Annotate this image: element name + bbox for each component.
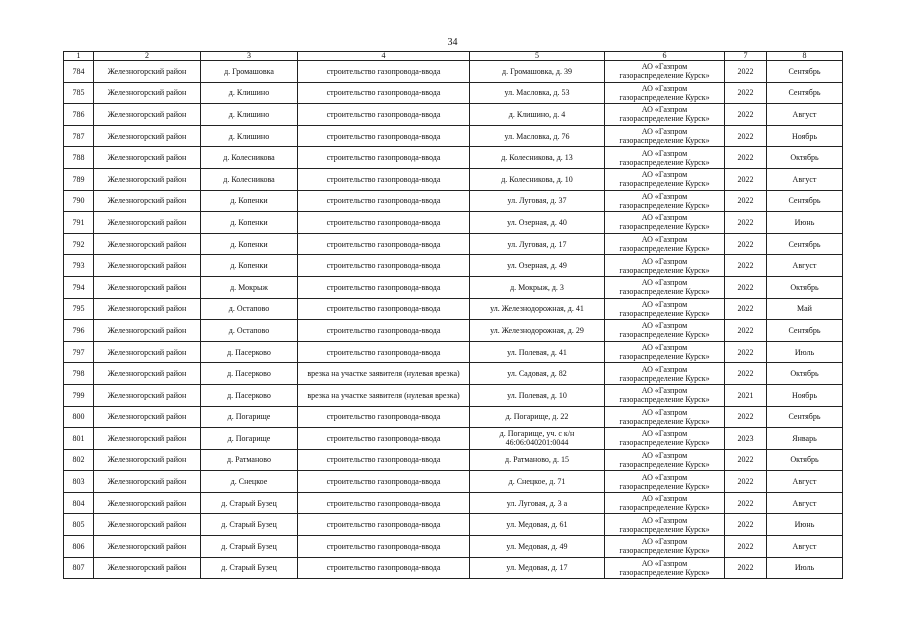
year-cell: 2022 bbox=[725, 168, 767, 190]
year-cell: 2022 bbox=[725, 320, 767, 342]
month-cell: Сентябрь bbox=[767, 61, 843, 83]
address-cell: ул. Медовая, д. 49 bbox=[470, 536, 605, 558]
organization-line: газораспределение Курск» bbox=[619, 179, 710, 189]
row-number-cell: 789 bbox=[64, 168, 94, 190]
settlement-cell: д. Остапово bbox=[201, 320, 298, 342]
work-type-cell: строительство газопровода-ввода bbox=[298, 514, 470, 536]
year-cell: 2022 bbox=[725, 61, 767, 83]
month-cell: Сентябрь bbox=[767, 190, 843, 212]
table-row bbox=[64, 255, 843, 277]
organization-line: газораспределение Курск» bbox=[619, 92, 710, 102]
settlement-cell: д. Ратманово bbox=[201, 449, 298, 471]
column-header: 4 bbox=[298, 52, 470, 61]
table-row bbox=[64, 233, 843, 255]
settlement-cell: д. Копенки bbox=[201, 190, 298, 212]
organization-cell bbox=[605, 104, 725, 126]
address-cell: ул. Луговая, д. 37 bbox=[470, 190, 605, 212]
organization-cell bbox=[605, 233, 725, 255]
table-row bbox=[64, 449, 843, 471]
district-cell: Железногорский район bbox=[94, 125, 201, 147]
work-type-cell: строительство газопровода-ввода bbox=[298, 168, 470, 190]
organization-line: газораспределение Курск» bbox=[619, 524, 710, 534]
organization-cell bbox=[605, 255, 725, 277]
district-cell: Железногорский район bbox=[94, 212, 201, 234]
row-number-cell: 803 bbox=[64, 471, 94, 493]
year-cell: 2022 bbox=[725, 298, 767, 320]
column-header: 7 bbox=[725, 52, 767, 61]
district-cell: Железногорский район bbox=[94, 536, 201, 558]
month-cell: Октябрь bbox=[767, 276, 843, 298]
row-number-cell: 787 bbox=[64, 125, 94, 147]
month-cell: Август bbox=[767, 255, 843, 277]
address-cell: ул. Озерная, д. 49 bbox=[470, 255, 605, 277]
organization-cell bbox=[605, 492, 725, 514]
district-cell: Железногорский район bbox=[94, 492, 201, 514]
address-cell: ул. Луговая, д. 17 bbox=[470, 233, 605, 255]
organization-line: АО «Газпром bbox=[641, 235, 688, 245]
page-number: 34 bbox=[447, 37, 458, 48]
column-header: 5 bbox=[470, 52, 605, 61]
table-row bbox=[64, 384, 843, 406]
address-cell: ул. Луговая, д. 3 а bbox=[470, 492, 605, 514]
row-number-cell: 798 bbox=[64, 363, 94, 385]
work-type-cell: строительство газопровода-ввода bbox=[298, 492, 470, 514]
settlement-cell: д. Копенки bbox=[201, 255, 298, 277]
work-type-cell: строительство газопровода-ввода bbox=[298, 104, 470, 126]
work-type-cell: врезка на участке заявителя (нулевая врезка) bbox=[298, 363, 470, 385]
organization-cell bbox=[605, 320, 725, 342]
organization-line: газораспределение Курск» bbox=[619, 265, 710, 275]
month-cell: Август bbox=[767, 471, 843, 493]
settlement-cell: д. Старый Бузец bbox=[201, 557, 298, 579]
organization-line: газораспределение Курск» bbox=[619, 136, 710, 146]
month-cell: Январь bbox=[767, 428, 843, 450]
month-cell: Ноябрь bbox=[767, 384, 843, 406]
table-body bbox=[64, 61, 843, 579]
work-type-cell: строительство газопровода-ввода bbox=[298, 125, 470, 147]
row-number-cell: 793 bbox=[64, 255, 94, 277]
district-cell: Железногорский район bbox=[94, 514, 201, 536]
organization-line: газораспределение Курск» bbox=[619, 71, 710, 81]
settlement-cell: д. Клишино bbox=[201, 82, 298, 104]
address-cell: д. Погарище, д. 22 bbox=[470, 406, 605, 428]
work-type-cell: строительство газопровода-ввода bbox=[298, 61, 470, 83]
work-type-cell: строительство газопровода-ввода bbox=[298, 147, 470, 169]
gasification-table bbox=[63, 51, 843, 579]
year-cell: 2022 bbox=[725, 82, 767, 104]
table-row bbox=[64, 557, 843, 579]
column-header: 2 bbox=[94, 52, 201, 61]
address-cell: ул. Медовая, д. 17 bbox=[470, 557, 605, 579]
table-row bbox=[64, 212, 843, 234]
month-cell: Октябрь bbox=[767, 449, 843, 471]
organization-line: АО «Газпром bbox=[641, 148, 688, 158]
year-cell: 2022 bbox=[725, 233, 767, 255]
row-number-cell: 804 bbox=[64, 492, 94, 514]
month-cell: Июнь bbox=[767, 514, 843, 536]
row-number-cell: 797 bbox=[64, 341, 94, 363]
organization-line: АО «Газпром bbox=[641, 494, 688, 504]
month-cell: Июль bbox=[767, 341, 843, 363]
table-row bbox=[64, 276, 843, 298]
organization-cell bbox=[605, 428, 725, 450]
organization-line: АО «Газпром bbox=[641, 537, 688, 547]
work-type-cell: врезка на участке заявителя (нулевая врезка) bbox=[298, 384, 470, 406]
district-cell: Железногорский район bbox=[94, 255, 201, 277]
organization-line: АО «Газпром bbox=[641, 386, 688, 396]
row-number-cell: 805 bbox=[64, 514, 94, 536]
work-type-cell: строительство газопровода-ввода bbox=[298, 557, 470, 579]
settlement-cell: д. Пасерково bbox=[201, 384, 298, 406]
month-cell: Июнь bbox=[767, 212, 843, 234]
organization-line: АО «Газпром bbox=[641, 515, 688, 525]
district-cell: Железногорский район bbox=[94, 190, 201, 212]
month-cell: Август bbox=[767, 492, 843, 514]
address-cell: д. Колесникова, д. 10 bbox=[470, 168, 605, 190]
work-type-cell: строительство газопровода-ввода bbox=[298, 428, 470, 450]
district-cell: Железногорский район bbox=[94, 363, 201, 385]
table-row bbox=[64, 492, 843, 514]
district-cell: Железногорский район bbox=[94, 168, 201, 190]
address-cell: ул. Садовая, д. 82 bbox=[470, 363, 605, 385]
organization-line: АО «Газпром bbox=[641, 191, 688, 201]
organization-cell bbox=[605, 212, 725, 234]
year-cell: 2022 bbox=[725, 363, 767, 385]
district-cell: Железногорский район bbox=[94, 384, 201, 406]
organization-cell bbox=[605, 82, 725, 104]
organization-line: АО «Газпром bbox=[641, 558, 688, 568]
table-row bbox=[64, 82, 843, 104]
year-cell: 2022 bbox=[725, 536, 767, 558]
district-cell: Железногорский район bbox=[94, 233, 201, 255]
settlement-cell: д. Снецкое bbox=[201, 471, 298, 493]
settlement-cell: д. Клишино bbox=[201, 125, 298, 147]
address-cell: ул. Масловка, д. 76 bbox=[470, 125, 605, 147]
organization-cell bbox=[605, 449, 725, 471]
row-number-cell: 790 bbox=[64, 190, 94, 212]
organization-line: газораспределение Курск» bbox=[619, 373, 710, 383]
month-cell: Август bbox=[767, 168, 843, 190]
settlement-cell: д. Старый Бузец bbox=[201, 536, 298, 558]
header-row bbox=[64, 52, 843, 61]
organization-cell bbox=[605, 341, 725, 363]
year-cell: 2023 bbox=[725, 428, 767, 450]
district-cell: Железногорский район bbox=[94, 298, 201, 320]
month-cell: Август bbox=[767, 536, 843, 558]
row-number-cell: 806 bbox=[64, 536, 94, 558]
organization-line: АО «Газпром bbox=[641, 256, 688, 266]
month-cell: Октябрь bbox=[767, 147, 843, 169]
month-cell: Сентябрь bbox=[767, 82, 843, 104]
month-cell: Октябрь bbox=[767, 363, 843, 385]
district-cell: Железногорский район bbox=[94, 320, 201, 342]
organization-cell bbox=[605, 61, 725, 83]
organization-line: АО «Газпром bbox=[641, 278, 688, 288]
row-number-cell: 785 bbox=[64, 82, 94, 104]
table-row bbox=[64, 298, 843, 320]
table-row bbox=[64, 514, 843, 536]
settlement-cell: д. Погарище bbox=[201, 406, 298, 428]
row-number-cell: 800 bbox=[64, 406, 94, 428]
organization-line: газораспределение Курск» bbox=[619, 352, 710, 362]
settlement-cell: д. Колесникова bbox=[201, 147, 298, 169]
district-cell: Железногорский район bbox=[94, 557, 201, 579]
organization-cell bbox=[605, 363, 725, 385]
settlement-cell: д. Мокрыж bbox=[201, 276, 298, 298]
work-type-cell: строительство газопровода-ввода bbox=[298, 255, 470, 277]
address-cell: ул. Полевая, д. 10 bbox=[470, 384, 605, 406]
work-type-cell: строительство газопровода-ввода bbox=[298, 190, 470, 212]
organization-cell bbox=[605, 125, 725, 147]
year-cell: 2022 bbox=[725, 471, 767, 493]
row-number-cell: 784 bbox=[64, 61, 94, 83]
column-header: 3 bbox=[201, 52, 298, 61]
address-cell: д. Ратманово, д. 15 bbox=[470, 449, 605, 471]
year-cell: 2022 bbox=[725, 212, 767, 234]
table-row bbox=[64, 471, 843, 493]
organization-cell bbox=[605, 557, 725, 579]
row-number-cell: 796 bbox=[64, 320, 94, 342]
settlement-cell: д. Погарище bbox=[201, 428, 298, 450]
address-cell: ул. Полевая, д. 41 bbox=[470, 341, 605, 363]
table-row bbox=[64, 147, 843, 169]
organization-line: газораспределение Курск» bbox=[619, 438, 710, 448]
table-row bbox=[64, 341, 843, 363]
work-type-cell: строительство газопровода-ввода bbox=[298, 471, 470, 493]
year-cell: 2022 bbox=[725, 147, 767, 169]
table-row bbox=[64, 190, 843, 212]
year-cell: 2021 bbox=[725, 384, 767, 406]
year-cell: 2022 bbox=[725, 104, 767, 126]
district-cell: Железногорский район bbox=[94, 104, 201, 126]
organization-cell bbox=[605, 471, 725, 493]
work-type-cell: строительство газопровода-ввода bbox=[298, 212, 470, 234]
year-cell: 2022 bbox=[725, 276, 767, 298]
address-cell bbox=[470, 428, 605, 450]
address-cell: д. Колесникова, д. 13 bbox=[470, 147, 605, 169]
organization-line: АО «Газпром bbox=[641, 364, 688, 374]
settlement-cell: д. Старый Бузец bbox=[201, 514, 298, 536]
organization-cell bbox=[605, 384, 725, 406]
district-cell: Железногорский район bbox=[94, 341, 201, 363]
table-row bbox=[64, 406, 843, 428]
settlement-cell: д. Пасерково bbox=[201, 363, 298, 385]
work-type-cell: строительство газопровода-ввода bbox=[298, 320, 470, 342]
organization-line: газораспределение Курск» bbox=[619, 287, 710, 297]
district-cell: Железногорский район bbox=[94, 428, 201, 450]
organization-line: газораспределение Курск» bbox=[619, 395, 710, 405]
organization-line: газораспределение Курск» bbox=[619, 222, 710, 232]
address-cell: д. Мокрыж, д. 3 bbox=[470, 276, 605, 298]
organization-line: АО «Газпром bbox=[641, 105, 688, 115]
organization-line: АО «Газпром bbox=[641, 83, 688, 93]
organization-line: газораспределение Курск» bbox=[619, 503, 710, 513]
month-cell: Сентябрь bbox=[767, 406, 843, 428]
work-type-cell: строительство газопровода-ввода bbox=[298, 536, 470, 558]
year-cell: 2022 bbox=[725, 557, 767, 579]
column-header: 6 bbox=[605, 52, 725, 61]
year-cell: 2022 bbox=[725, 190, 767, 212]
organization-line: газораспределение Курск» bbox=[619, 330, 710, 340]
row-number-cell: 807 bbox=[64, 557, 94, 579]
organization-line: газораспределение Курск» bbox=[619, 459, 710, 469]
settlement-cell: д. Старый Бузец bbox=[201, 492, 298, 514]
organization-line: АО «Газпром bbox=[641, 407, 688, 417]
organization-line: газораспределение Курск» bbox=[619, 157, 710, 167]
month-cell: Ноябрь bbox=[767, 125, 843, 147]
settlement-cell: д. Громашовка bbox=[201, 61, 298, 83]
table-row bbox=[64, 168, 843, 190]
table-row bbox=[64, 61, 843, 83]
organization-cell bbox=[605, 276, 725, 298]
organization-line: АО «Газпром bbox=[641, 472, 688, 482]
work-type-cell: строительство газопровода-ввода bbox=[298, 406, 470, 428]
organization-line: АО «Газпром bbox=[641, 170, 688, 180]
row-number-cell: 795 bbox=[64, 298, 94, 320]
organization-cell bbox=[605, 190, 725, 212]
organization-line: АО «Газпром bbox=[641, 450, 688, 460]
year-cell: 2022 bbox=[725, 514, 767, 536]
row-number-cell: 802 bbox=[64, 449, 94, 471]
organization-line: газораспределение Курск» bbox=[619, 546, 710, 556]
address-cell: д. Громашовка, д. 39 bbox=[470, 61, 605, 83]
row-number-cell: 791 bbox=[64, 212, 94, 234]
year-cell: 2022 bbox=[725, 125, 767, 147]
organization-line: АО «Газпром bbox=[641, 429, 688, 439]
address-cell: ул. Медовая, д. 61 bbox=[470, 514, 605, 536]
organization-cell bbox=[605, 536, 725, 558]
column-header: 8 bbox=[767, 52, 843, 61]
work-type-cell: строительство газопровода-ввода bbox=[298, 233, 470, 255]
organization-cell bbox=[605, 147, 725, 169]
row-number-cell: 801 bbox=[64, 428, 94, 450]
address-cell: д. Клишино, д. 4 bbox=[470, 104, 605, 126]
work-type-cell: строительство газопровода-ввода bbox=[298, 298, 470, 320]
work-type-cell: строительство газопровода-ввода bbox=[298, 341, 470, 363]
organization-cell bbox=[605, 514, 725, 536]
organization-cell bbox=[605, 298, 725, 320]
organization-line: АО «Газпром bbox=[641, 213, 688, 223]
year-cell: 2022 bbox=[725, 406, 767, 428]
organization-line: АО «Газпром bbox=[641, 62, 688, 72]
settlement-cell: д. Колесникова bbox=[201, 168, 298, 190]
organization-line: АО «Газпром bbox=[641, 343, 688, 353]
row-number-cell: 799 bbox=[64, 384, 94, 406]
month-cell: Август bbox=[767, 104, 843, 126]
year-cell: 2022 bbox=[725, 449, 767, 471]
organization-line: газораспределение Курск» bbox=[619, 200, 710, 210]
month-cell: Июль bbox=[767, 557, 843, 579]
table-row bbox=[64, 125, 843, 147]
settlement-cell: д. Остапово bbox=[201, 298, 298, 320]
district-cell: Железногорский район bbox=[94, 61, 201, 83]
district-cell: Железногорский район bbox=[94, 471, 201, 493]
organization-line: АО «Газпром bbox=[641, 127, 688, 137]
district-cell: Железногорский район bbox=[94, 406, 201, 428]
settlement-cell: д. Копенки bbox=[201, 212, 298, 234]
organization-line: газораспределение Курск» bbox=[619, 308, 710, 318]
district-cell: Железногорский район bbox=[94, 276, 201, 298]
address-cell: ул. Озерная, д. 40 bbox=[470, 212, 605, 234]
row-number-cell: 786 bbox=[64, 104, 94, 126]
year-cell: 2022 bbox=[725, 255, 767, 277]
settlement-cell: д. Клишино bbox=[201, 104, 298, 126]
year-cell: 2022 bbox=[725, 341, 767, 363]
organization-line: газораспределение Курск» bbox=[619, 481, 710, 491]
table-row bbox=[64, 363, 843, 385]
district-cell: Железногорский район bbox=[94, 449, 201, 471]
month-cell: Май bbox=[767, 298, 843, 320]
month-cell: Сентябрь bbox=[767, 320, 843, 342]
settlement-cell: д. Пасерково bbox=[201, 341, 298, 363]
month-cell: Сентябрь bbox=[767, 233, 843, 255]
organization-line: газораспределение Курск» bbox=[619, 244, 710, 254]
address-line: д. Погарище, уч. с к/н bbox=[499, 429, 575, 439]
work-type-cell: строительство газопровода-ввода bbox=[298, 449, 470, 471]
row-number-cell: 788 bbox=[64, 147, 94, 169]
address-cell: ул. Масловка, д. 53 bbox=[470, 82, 605, 104]
district-cell: Железногорский район bbox=[94, 82, 201, 104]
column-header: 1 bbox=[64, 52, 94, 61]
table-row bbox=[64, 428, 843, 450]
table-row bbox=[64, 320, 843, 342]
address-cell: ул. Железнодорожная, д. 29 bbox=[470, 320, 605, 342]
year-cell: 2022 bbox=[725, 492, 767, 514]
table-row bbox=[64, 536, 843, 558]
address-cell: д. Снецкое, д. 71 bbox=[470, 471, 605, 493]
organization-line: газораспределение Курск» bbox=[619, 416, 710, 426]
settlement-cell: д. Копенки bbox=[201, 233, 298, 255]
address-line: 46:06:040201:0044 bbox=[505, 438, 569, 448]
work-type-cell: строительство газопровода-ввода bbox=[298, 82, 470, 104]
work-type-cell: строительство газопровода-ввода bbox=[298, 276, 470, 298]
organization-line: АО «Газпром bbox=[641, 321, 688, 331]
organization-cell bbox=[605, 168, 725, 190]
district-cell: Железногорский район bbox=[94, 147, 201, 169]
address-cell: ул. Железнодорожная, д. 41 bbox=[470, 298, 605, 320]
organization-line: АО «Газпром bbox=[641, 299, 688, 309]
row-number-cell: 792 bbox=[64, 233, 94, 255]
organization-line: газораспределение Курск» bbox=[619, 567, 710, 577]
organization-cell bbox=[605, 406, 725, 428]
row-number-cell: 794 bbox=[64, 276, 94, 298]
organization-line: газораспределение Курск» bbox=[619, 114, 710, 124]
table-row bbox=[64, 104, 843, 126]
